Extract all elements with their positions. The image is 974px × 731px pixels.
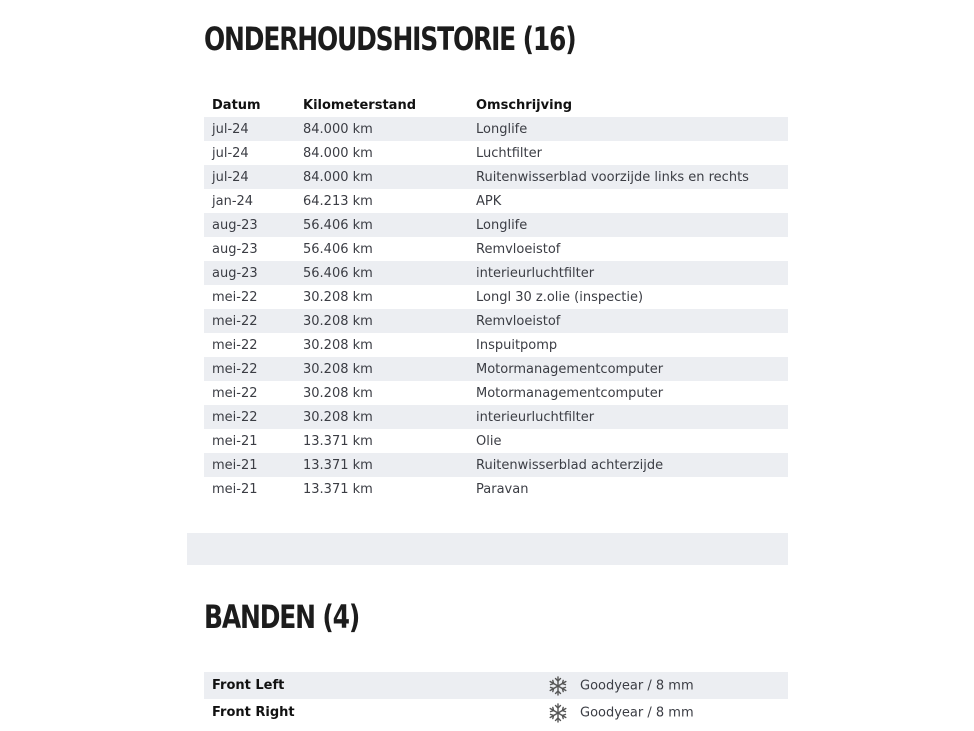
maintenance-history-title: ONDERHOUDSHISTORIE (16) <box>204 20 576 58</box>
cell-date: mei-22 <box>204 333 295 357</box>
cell-km: 30.208 km <box>295 285 468 309</box>
cell-date: mei-22 <box>204 285 295 309</box>
cell-date: jan-24 <box>204 189 295 213</box>
column-header-km: Kilometerstand <box>303 97 417 113</box>
cell-km: 64.213 km <box>295 189 468 213</box>
table-row <box>204 213 788 237</box>
table-row <box>204 357 788 381</box>
cell-km: 56.406 km <box>295 261 468 285</box>
tire-position: Front Right <box>204 699 540 726</box>
table-row <box>204 453 788 477</box>
cell-description: Ruitenwisserblad voorzijde links en rechts <box>468 165 788 189</box>
cell-description: Remvloeistof <box>468 309 788 333</box>
cell-description: APK <box>468 189 788 213</box>
cell-km: 13.371 km <box>295 453 468 477</box>
table-header-row <box>204 93 788 117</box>
tire-brand-depth: Goodyear / 8 mm <box>580 705 694 720</box>
cell-date: mei-21 <box>204 429 295 453</box>
table-row <box>204 141 788 165</box>
cell-description: Ruitenwisserblad achterzijde <box>468 453 788 477</box>
tire-info <box>540 699 788 726</box>
table-row <box>204 381 788 405</box>
cell-description: Luchtfilter <box>468 141 788 165</box>
cell-description: Motormanagementcomputer <box>468 357 788 381</box>
cell-date: mei-22 <box>204 405 295 429</box>
cell-date: aug-23 <box>204 261 295 285</box>
table-row <box>204 429 788 453</box>
cell-date: mei-21 <box>204 453 295 477</box>
table-row <box>204 261 788 285</box>
column-header-date: Datum <box>212 97 261 113</box>
table-row <box>204 405 788 429</box>
cell-date: mei-22 <box>204 357 295 381</box>
maintenance-history-table <box>204 93 788 501</box>
cell-km: 84.000 km <box>295 165 468 189</box>
tire-row <box>204 672 788 699</box>
cell-date: aug-23 <box>204 213 295 237</box>
cell-date: mei-22 <box>204 309 295 333</box>
cell-description: Longl 30 z.olie (inspectie) <box>468 285 788 309</box>
cell-km: 56.406 km <box>295 237 468 261</box>
table-row <box>204 285 788 309</box>
cell-km: 30.208 km <box>295 333 468 357</box>
cell-description: Paravan <box>468 477 788 501</box>
table-row <box>204 477 788 501</box>
cell-km: 84.000 km <box>295 141 468 165</box>
cell-description: Olie <box>468 429 788 453</box>
cell-km: 84.000 km <box>295 117 468 141</box>
cell-description: interieurluchtfilter <box>468 261 788 285</box>
cell-date: mei-21 <box>204 477 295 501</box>
cell-km: 30.208 km <box>295 357 468 381</box>
cell-description: Inspuitpomp <box>468 333 788 357</box>
tire-brand-depth: Goodyear / 8 mm <box>580 678 694 693</box>
cell-description: Remvloeistof <box>468 237 788 261</box>
tire-info <box>540 672 788 699</box>
snowflake-icon <box>548 676 568 696</box>
cell-description: Longlife <box>468 117 788 141</box>
cell-description: Motormanagementcomputer <box>468 381 788 405</box>
cell-description: Longlife <box>468 213 788 237</box>
cell-date: aug-23 <box>204 237 295 261</box>
column-header-description: Omschrijving <box>476 97 573 113</box>
cell-km: 30.208 km <box>295 405 468 429</box>
table-row <box>204 333 788 357</box>
table-row <box>204 117 788 141</box>
table-row <box>204 237 788 261</box>
cell-date: jul-24 <box>204 141 295 165</box>
cell-km: 30.208 km <box>295 381 468 405</box>
cell-km: 13.371 km <box>295 477 468 501</box>
tire-position: Front Left <box>204 672 540 699</box>
snowflake-icon <box>548 703 568 723</box>
table-row <box>204 189 788 213</box>
tires-title: BANDEN (4) <box>204 598 360 636</box>
cell-date: mei-22 <box>204 381 295 405</box>
tire-row <box>204 699 788 726</box>
table-row <box>204 309 788 333</box>
table-row <box>204 165 788 189</box>
cell-description: interieurluchtfilter <box>468 405 788 429</box>
cell-date: jul-24 <box>204 117 295 141</box>
cell-date: jul-24 <box>204 165 295 189</box>
cell-km: 13.371 km <box>295 429 468 453</box>
tires-table <box>204 672 788 726</box>
cell-km: 56.406 km <box>295 213 468 237</box>
section-separator <box>187 533 788 565</box>
cell-km: 30.208 km <box>295 309 468 333</box>
